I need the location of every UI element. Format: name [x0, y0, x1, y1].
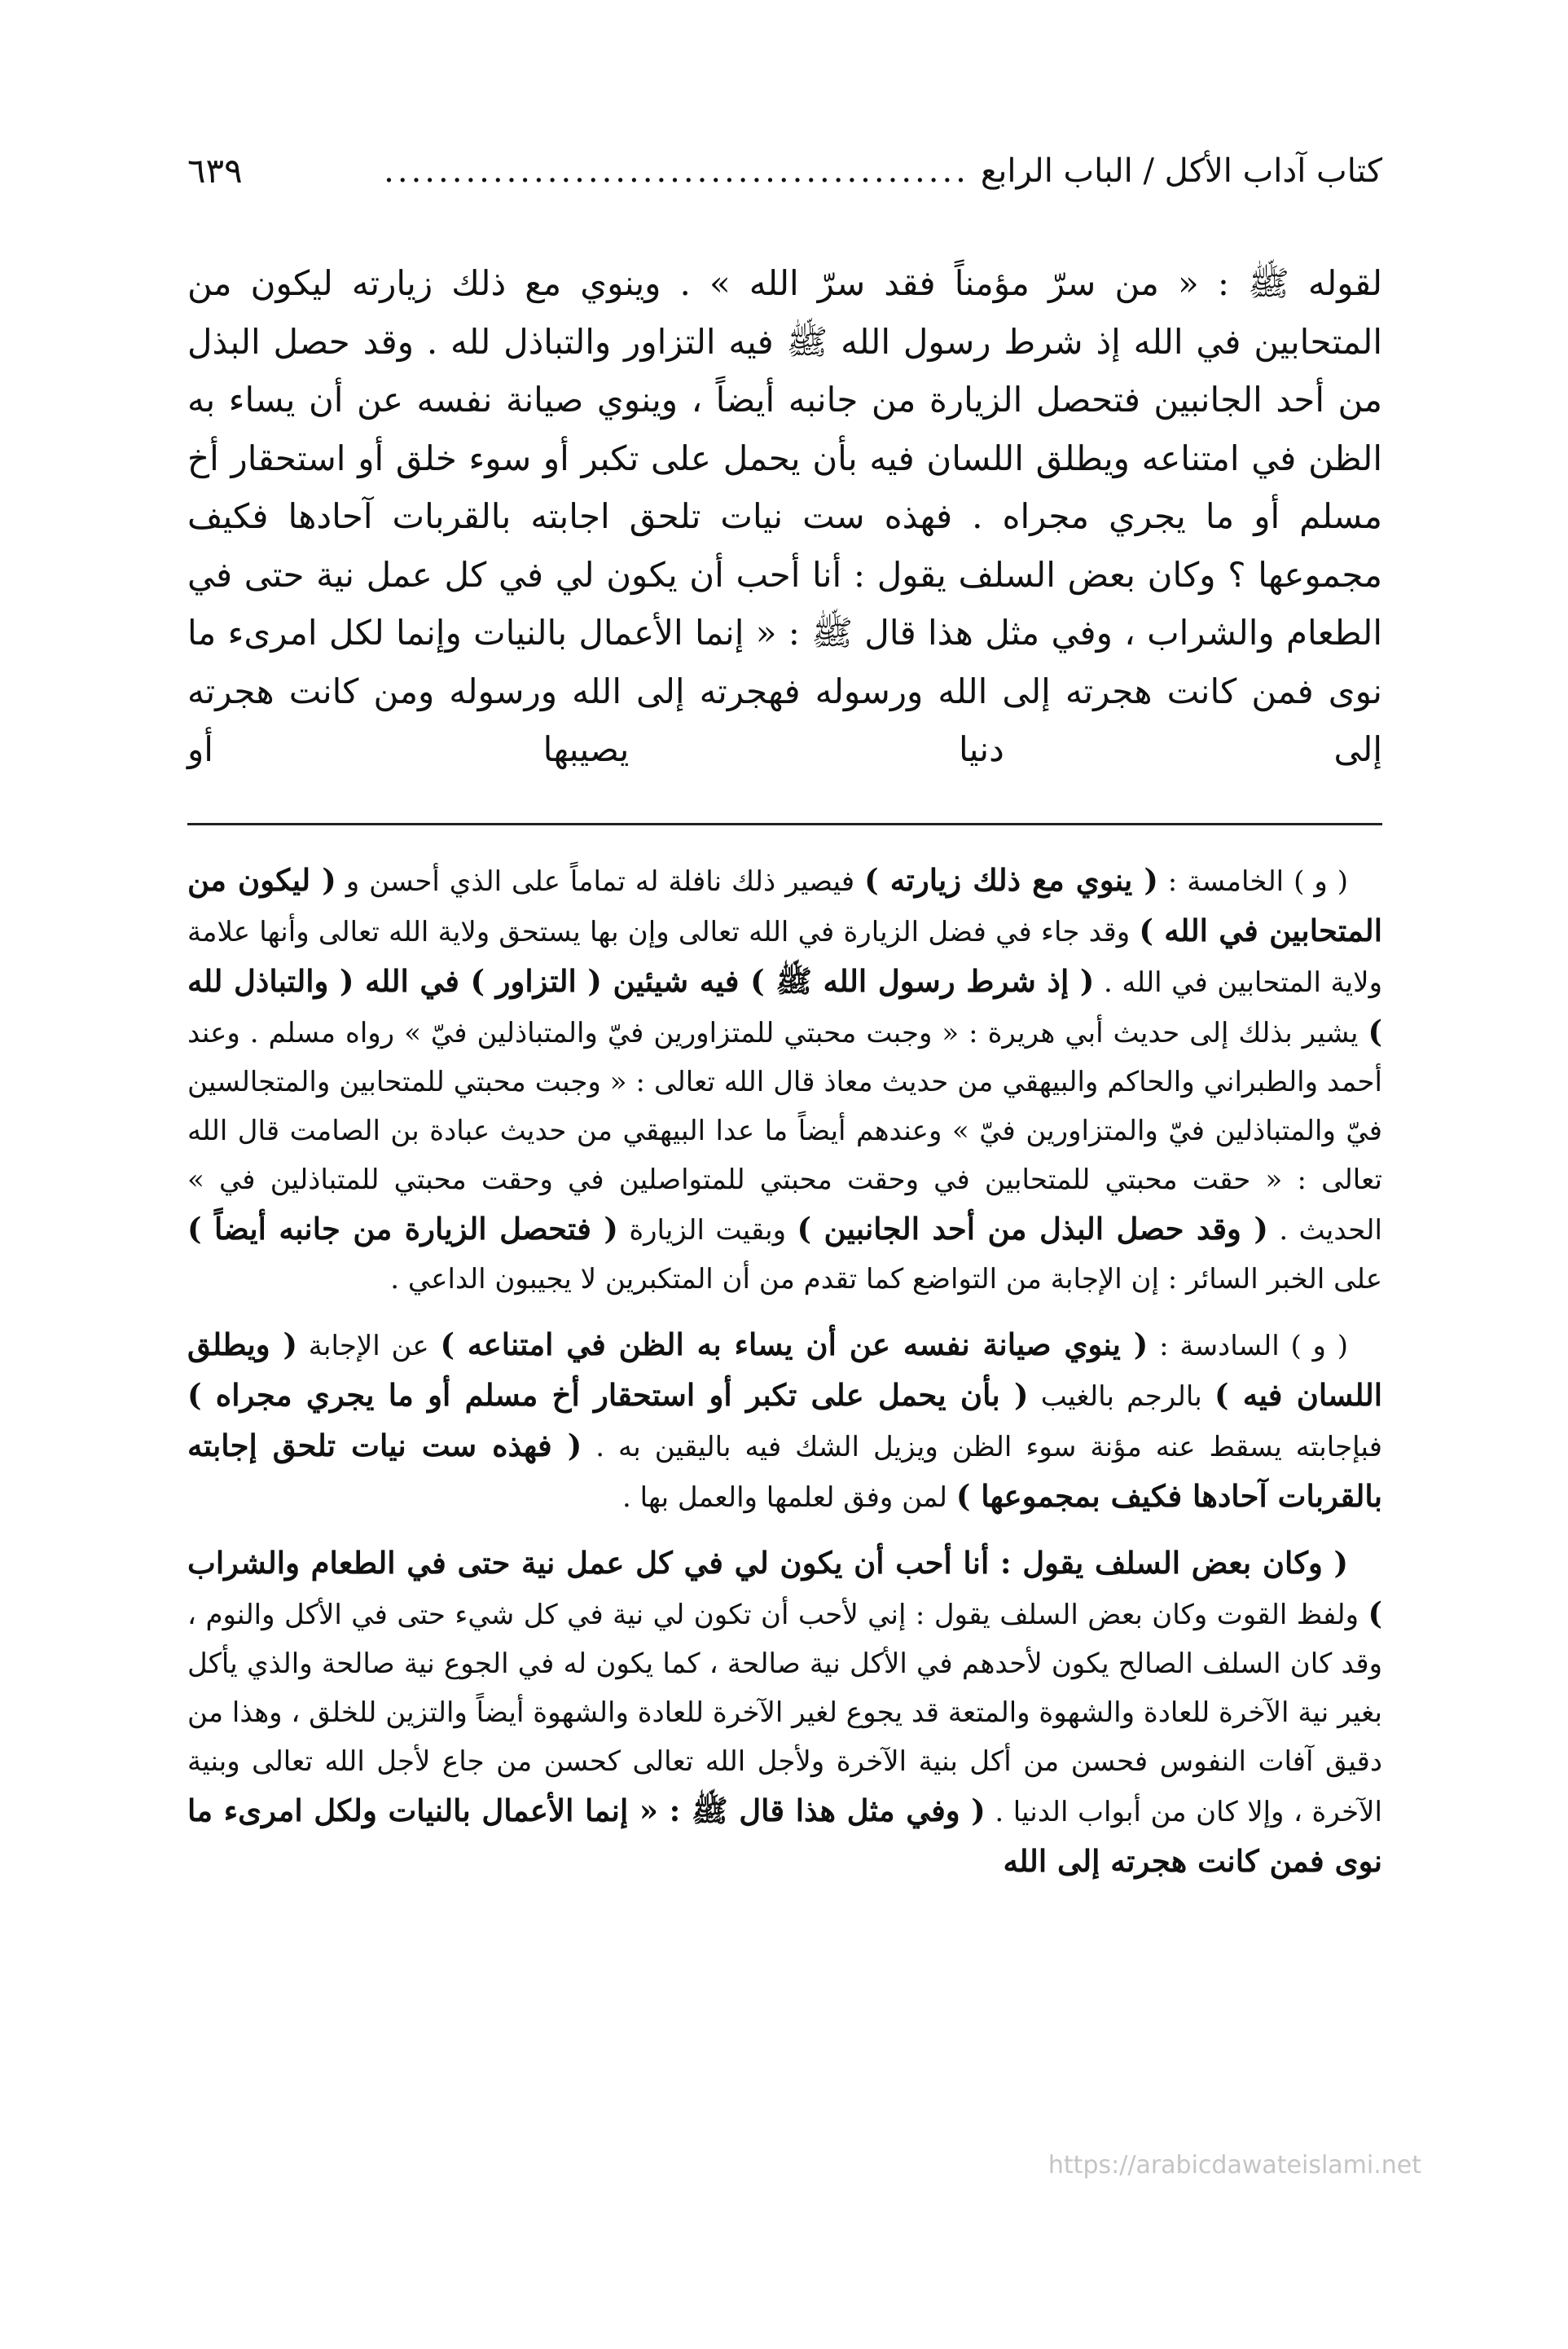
watermark-url: https://arabicdawateislami.net — [1048, 2151, 1421, 2180]
bold-quoted-text: ( بأن يحمل على تكبر أو استحقار أخ مسلم أو ما يجري مجراه ) — [187, 1377, 1029, 1413]
commentary-text: ولفظ القوت وكان بعض السلف يقول : إني لأحب أن تكون لي نية في كل شيء حتى في الأكل والنوم ، وقد كان السلف الصالح يكون لأحدهم في الأكل نية صالحة ، كما يكون له في الجوع نية صالحة والذي يأكل بغير نية الآخرة للعادة والشهوة والمتعة قد يجوع لغير الآخرة للعادة والشهوة أيضاً والتزين للخلق ، وهذا من دقيق آفات النفوس فحسن من أكل بنية الآخرة ولأجل الله تعالى كحسن من جاع لأجل الله تعالى وبنية الآخرة ، وإلا كان من أبواب الدنيا . — [187, 1599, 1382, 1828]
commentary-paragraph-1 — [187, 856, 1382, 1304]
bold-quoted-text: ( ويطلق اللسان فيه ) — [187, 1326, 1382, 1413]
commentary-text: لمن وفق لعلمها والعمل بها . — [622, 1481, 956, 1514]
bold-quoted-text: ( وقد حصل البذل من أحد الجانبين ) — [797, 1211, 1268, 1247]
bold-quoted-text: ( وكان بعض السلف يقول : أنا أحب أن يكون لي في كل عمل نية حتى في الطعام والشراب ) — [187, 1545, 1382, 1631]
chapter-title: كتاب آداب الأكل / الباب الرابع — [980, 152, 1382, 190]
bold-quoted-text: ( ينوي صيانة نفسه عن أن يساء به الظن في امتناعه ) — [440, 1326, 1149, 1362]
page-number: ٦٣٩ — [187, 151, 243, 191]
commentary-text: وبقيت الزيارة — [617, 1214, 797, 1247]
bold-quoted-text: ( ليكون من المتحابين في الله ) — [187, 862, 1382, 948]
commentary-block — [187, 856, 1382, 1903]
bold-quoted-text: ( فهذه ست نيات تلحق إجابته بالقربات آحادها فكيف بمجموعها ) — [187, 1427, 1382, 1514]
commentary-text: على الخبر السائر : إن الإجابة من التواضع كما تقدم من أن المتكبرين لا يجيبون الداعي . — [390, 1263, 1382, 1295]
commentary-text: عن الإجابة — [297, 1330, 441, 1362]
commentary-text: ( و ) السادسة : — [1148, 1330, 1348, 1362]
commentary-paragraph-3 — [187, 1538, 1382, 1887]
bold-quoted-text: ( ينوي مع ذلك زيارته ) — [864, 862, 1158, 898]
commentary-text: بالرجم بالغيب — [1028, 1380, 1214, 1413]
commentary-text: ( و ) الخامسة : — [1157, 865, 1348, 898]
bold-quoted-text: ( فتحصل الزيارة من جانبه أيضاً ) — [187, 1211, 618, 1247]
running-header — [187, 137, 1382, 194]
commentary-text: يشير بذلك إلى حديث أبي هريرة : « وجبت محبتي للمتزاورين فيّ والمتباذلين فيّ » رواه مسلم . وعند أحمد والطبراني والحاكم والبيهقي من حديث معاذ قال الله تعالى : « وجبت محبتي للمتحابين والمتجالسين فيّ والمتباذلين فيّ والمتزاورين فيّ » وعندهم أيضاً ما عدا البيهقي من حديث عبادة بن الصامت قال الله تعالى : « حقت محبتي للمتحابين في وحقت محبتي للمتواصلين في وحقت محبتي للمتباذلين في » الحديث . — [187, 1017, 1382, 1247]
leader-dots: ........................................... — [384, 152, 969, 190]
commentary-text: فيصير ذلك نافلة له تماماً على الذي أحسن و — [336, 865, 865, 898]
bold-quoted-text: ( وفي مثل هذا قال ﷺ : « إنما الأعمال بالنيات ولكل امرىء ما نوى فمن كانت هجرته إلى الله — [187, 1793, 1382, 1879]
main-text-paragraph: لقوله ﷺ : « من سرّ مؤمناً فقد سرّ الله » . وينوي مع ذلك زيارته ليكون من المتحابين في الله إذ شرط رسول الله ﷺ فيه التزاور والتباذل لله . وقد حصل البذل من أحد الجانبين فتحصل الزيارة من جانبه أيضاً ، وينوي صيانة نفسه عن أن يساء به الظن في امتناعه ويطلق اللسان فيه بأن يحمل على تكبر أو سوء خلق أو استحقار أخ مسلم أو ما يجري مجراه . فهذه ست نيات تلحق اجابته بالقربات آحادها فكيف مجموعها ؟ وكان بعض السلف يقول : أنا أحب أن يكون لي في كل عمل نية حتى في الطعام والشراب ، وفي مثل هذا قال ﷺ : « إنما الأعمال بالنيات وإنما لكل امرىء ما نوى فمن كانت هجرته إلى الله ورسوله فهجرته إلى الله ورسوله ومن كانت هجرته إلى دنيا يصيبها أو — [187, 263, 1383, 769]
commentary-text: فبإجابته يسقط عنه مؤنة سوء الظن ويزيل الشك فيه باليقين به . — [582, 1431, 1382, 1463]
bold-quoted-text: ( إذ شرط رسول الله ﷺ ) فيه شيئين ( التزاور ) في الله ( والتباذل لله ) — [187, 963, 1382, 1049]
main-text-block — [187, 254, 1382, 779]
commentary-text: وقد جاء في فضل الزيارة في الله تعالى وإن بها يستحق ولاية الله تعالى وأنها علامة ولاية المتحابين في الله . — [187, 916, 1382, 999]
commentary-paragraph-2 — [187, 1320, 1382, 1522]
footnote-divider — [187, 823, 1382, 825]
